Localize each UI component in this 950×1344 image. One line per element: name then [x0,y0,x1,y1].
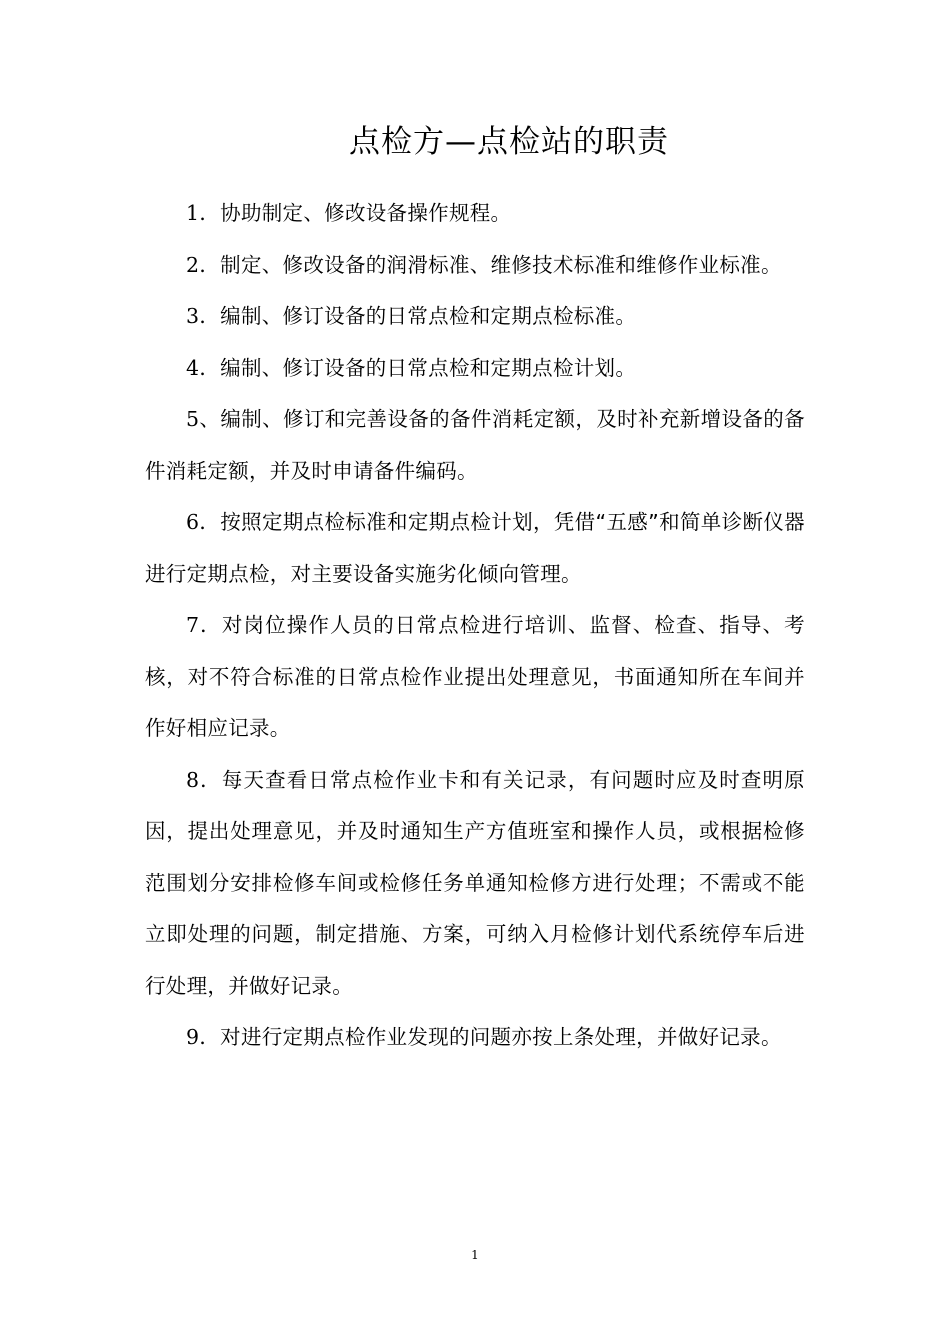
document-body [145,188,805,1064]
item-text: 编制、修订设备的日常点检和定期点检标准。 [220,304,637,328]
list-item [145,343,805,395]
page-title: 点检方—点检站的职责 [349,124,669,160]
item-text: 对进行定期点检作业发现的问题亦按上条处理，并做好记录。 [220,1025,782,1049]
item-number: 9． [186,1025,221,1049]
item-number: 7． [186,613,222,637]
item-text: 按照定期点检标准和定期点检计划，凭借“五感”和简单诊断仪器进行定期点检，对主要设备实施劣化倾向管理。 [145,510,805,586]
item-text: 制定、修改设备的润滑标准、维修技术标准和维修作业标准。 [220,252,782,277]
list-item [145,755,805,1013]
list-item [145,1012,805,1064]
item-text: 每天查看日常点检作业卡和有关记录，有问题时应及时查明原因，提出处理意见，并及时通知生产方值班室和操作人员，或根据检修范围划分安排检修车间或检修任务单通知检修方进行处理；不需或不能立即处理的问题，制定措施、方案，可纳入月检修计划代系统停车后进行处理，并做好记录。 [145,767,805,998]
item-text: 编制、修订和完善设备的备件消耗定额，及时补充新增设备的备件消耗定额，并及时申请备件编码。 [145,407,805,483]
item-number: 4． [186,355,221,380]
list-item [145,394,805,497]
item-text: 协助制定、修改设备操作规程。 [220,201,512,225]
item-number: 8． [186,767,222,792]
item-number: 1． [186,201,221,225]
list-item [145,291,805,343]
list-item [145,497,805,600]
item-number: 6． [186,510,221,534]
item-text: 编制、修订设备的日常点检和定期点检计划。 [220,355,637,380]
item-text: 对岗位操作人员的日常点检进行培训、监督、检查、指导、考核，对不符合标准的日常点检作业提出处理意见，书面通知所在车间并作好相应记录。 [145,613,805,740]
item-number: 3． [186,304,221,328]
list-item [145,600,805,755]
page-number: 1 [471,1248,479,1262]
list-item [145,188,805,240]
list-item [145,240,805,292]
item-number: 2． [186,252,221,277]
item-number: 5、 [186,407,221,431]
